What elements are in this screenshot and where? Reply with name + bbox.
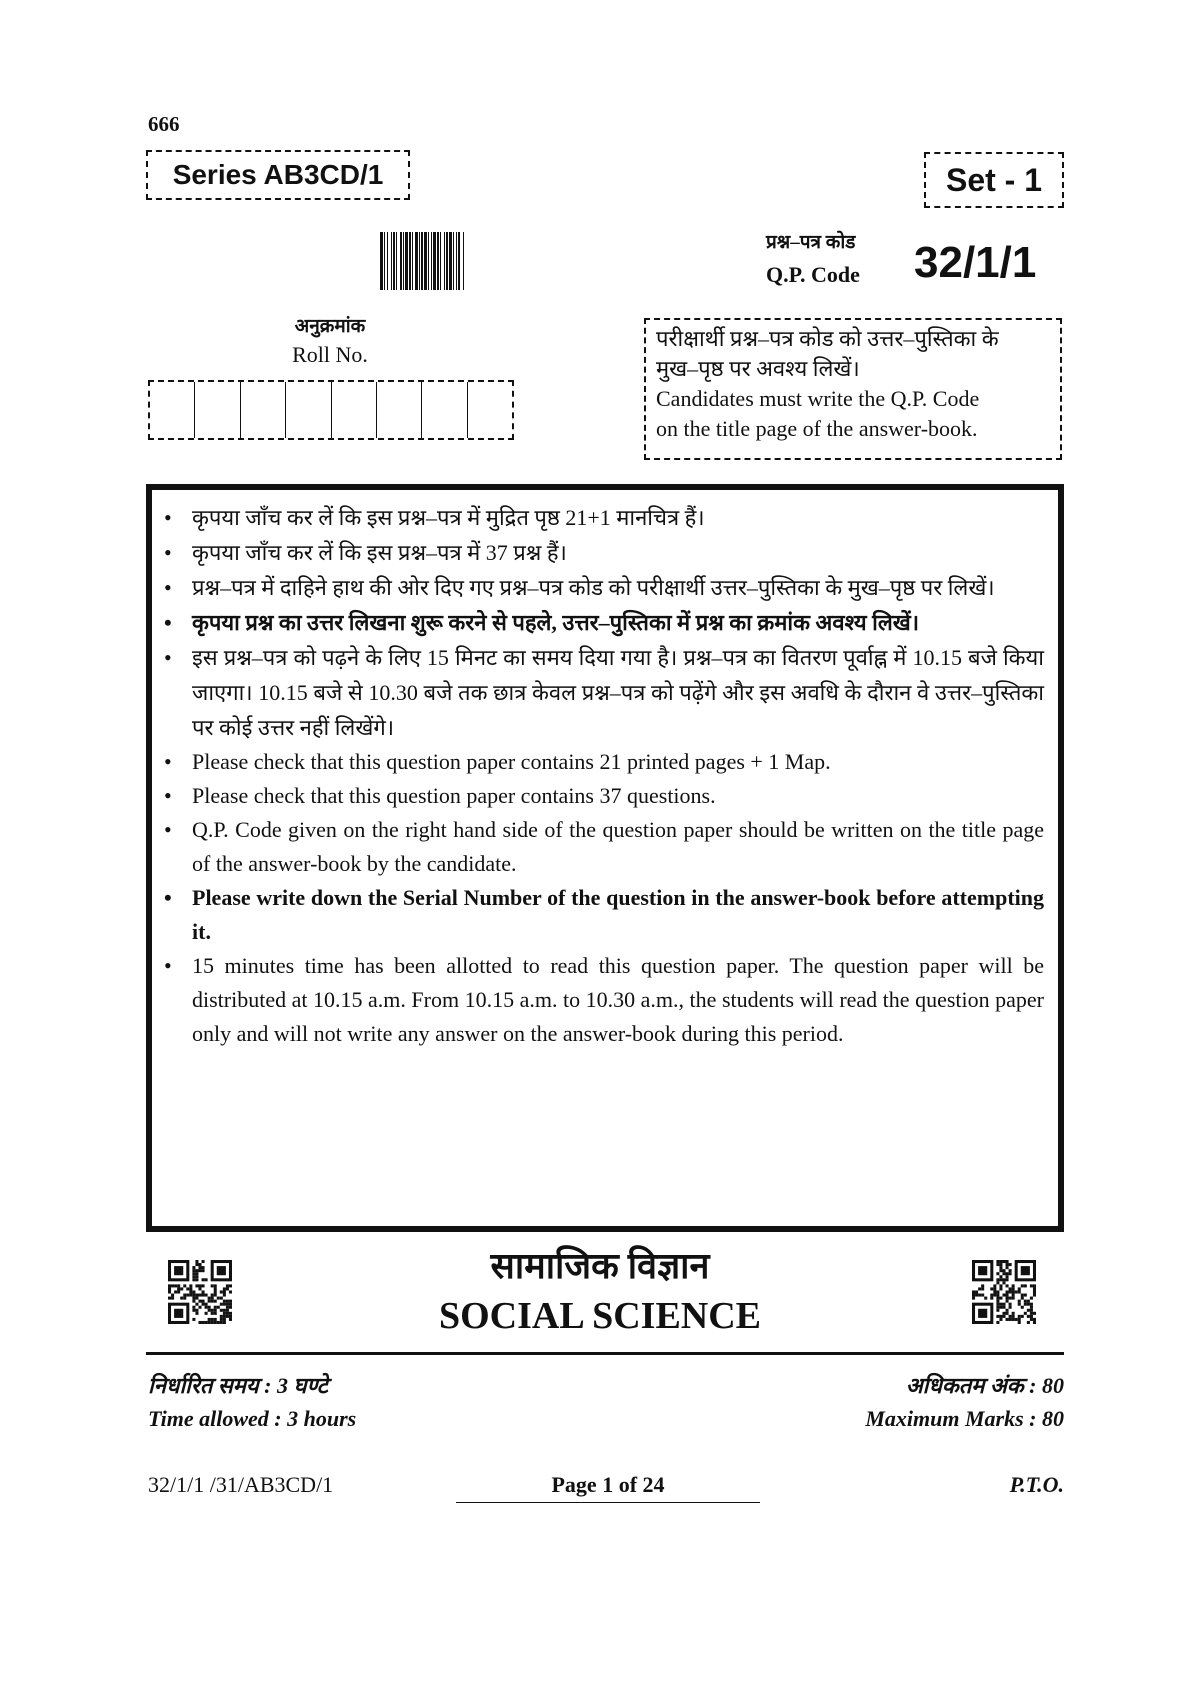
roll-digit-box[interactable] [195, 382, 240, 438]
paper-number: 666 [148, 112, 180, 136]
qp-code-label-english: Q.P. Code [766, 262, 860, 287]
qp-code-note [644, 318, 1062, 460]
set-box [924, 152, 1064, 208]
subject-title-english: SOCIAL SCIENCE [438, 1295, 762, 1337]
note-line: on the title page of the answer-book. [656, 416, 978, 441]
instruction-english: • 15 minutes time has been allotted to read this question paper. The question paper will be distributed at 10.15 a.m. From 10.15 a.m. to 10.30 a.m., the students will read the question paper only and will not write any answer on the answer-book during this period. [182, 949, 1044, 1051]
note-line: Candidates must write the Q.P. Code [656, 386, 980, 411]
note-line: मुख–पृष्ठ पर अवश्य लिखें। [656, 356, 860, 381]
note-line: परीक्षार्थी प्रश्न–पत्र कोड को उत्तर–पुस्तिका के [656, 326, 999, 351]
instruction-english: • Q.P. Code given on the right hand side of the question paper should be written on the title page of the answer-book by the candidate. [182, 813, 1044, 881]
series-box [146, 150, 410, 200]
roll-digit-box[interactable] [241, 382, 286, 438]
roll-digit-box[interactable] [422, 382, 467, 438]
max-marks-english: Maximum Marks : 80 [865, 1406, 1064, 1431]
qp-code-label-hindi: प्रश्न–पत्र कोड [766, 232, 856, 253]
set-label: Set - 1 [945, 161, 1043, 198]
instruction-english: • Please check that this question paper contains 21 printed pages + 1 Map. [182, 745, 1044, 779]
roll-digit-box[interactable] [377, 382, 422, 438]
roll-label-hindi: अनुक्रमांक [294, 316, 366, 337]
max-marks-hindi: अधिकतम अंक : 80 [905, 1373, 1064, 1398]
roll-digit-box[interactable] [286, 382, 331, 438]
roll-digit-box[interactable] [332, 382, 377, 438]
roll-label-english: Roll No. [292, 342, 368, 367]
footer-paper-code: 32/1/1 /31/AB3CD/1 [148, 1472, 334, 1497]
instruction-english: • Please check that this question paper contains 37 questions. [182, 779, 1044, 813]
subject-title-hindi: सामाजिक विज्ञान [490, 1246, 710, 1286]
instruction-hindi: • इस प्रश्न–पत्र को पढ़ने के लिए 15 मिनट का समय दिया गया है। प्रश्न–पत्र का वितरण पूर्वाह्न में 10.15 बजे किया जाएगा। 10.15 बजे से 10.30 बजे तक छात्र केवल प्रश्न–पत्र को पढ़ेंगे और इस अवधि के दौरान वे उत्तर–पुस्तिका पर कोई उत्तर नहीं लिखेंगे। [182, 640, 1044, 745]
instruction-hindi: • कृपया जाँच कर लें कि इस प्रश्न–पत्र में 37 प्रश्न हैं। [182, 535, 1044, 570]
time-allowed-hindi: निर्धारित समय : 3 घण्टे [148, 1373, 328, 1398]
barcode [380, 232, 576, 290]
qr-code-right [972, 1260, 1036, 1324]
instruction-hindi: • प्रश्न–पत्र में दाहिने हाथ की ओर दिए गए प्रश्न–पत्र कोड को परीक्षार्थी उत्तर–पुस्तिका के मुख–पृष्ठ पर लिखें। [182, 570, 1044, 605]
divider [146, 1352, 1064, 1355]
instruction-hindi: • कृपया जाँच कर लें कि इस प्रश्न–पत्र में मुद्रित पृष्ठ 21+1 मानचित्र हैं। [182, 500, 1044, 535]
page-number: Page 1 of 24 [456, 1472, 760, 1503]
instructions-box [146, 484, 1064, 1232]
time-allowed-english: Time allowed : 3 hours [148, 1406, 357, 1431]
roll-digit-box[interactable] [468, 382, 512, 438]
qp-code-value: 32/1/1 [914, 238, 1037, 287]
pto-label: P.T.O. [1009, 1472, 1064, 1497]
roll-number-boxes[interactable] [148, 380, 514, 440]
qr-code-left [168, 1260, 232, 1324]
roll-digit-box[interactable] [150, 382, 195, 438]
instruction-english: • Please write down the Serial Number of the question in the answer-book before attempting it. [182, 881, 1044, 949]
instructions-list [182, 500, 1044, 1051]
instruction-hindi: • कृपया प्रश्न का उत्तर लिखना शुरू करने से पहले, उत्तर–पुस्तिका में प्रश्न का क्रमांक अवश्य लिखें। [182, 605, 1044, 640]
series-label: Series AB3CD/1 [172, 159, 384, 190]
